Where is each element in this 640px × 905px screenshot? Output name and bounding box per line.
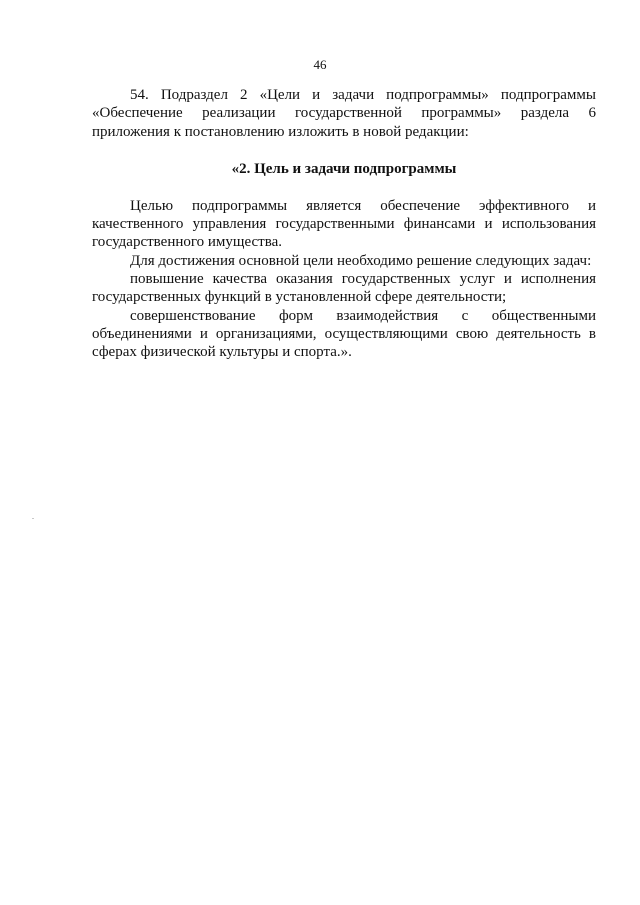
task-item-services: повышение качества оказания государственных услуг и исполнения государственных функций в установленной сфере деятельности; (92, 271, 596, 306)
tasks-intro-paragraph: Для достижения основной цели необходимо решение следующих задач: (130, 252, 592, 269)
task-item-cooperation: совершенствование форм взаимодействия с общественными объединениями и организациями, осуществляющими свою деятельность в сферах физической культуры и спорта.». (92, 307, 596, 361)
section-heading: «2. Цель и задачи подпрограммы (231, 160, 457, 177)
page-number: 46 (313, 57, 327, 72)
scan-artifact (32, 518, 34, 519)
amendment-intro-paragraph: 54. Подраздел 2 «Цели и задачи подпрограммы» подпрограммы «Обеспечение реализации государственной программы» раздела 6 приложения к постановлению изложить в новой редакции: (92, 87, 596, 140)
document-body (92, 86, 596, 362)
goal-paragraph: Целью подпрограммы является обеспечение эффективного и качественного управления государственными финансами и использования государственного имущества. (92, 197, 596, 251)
